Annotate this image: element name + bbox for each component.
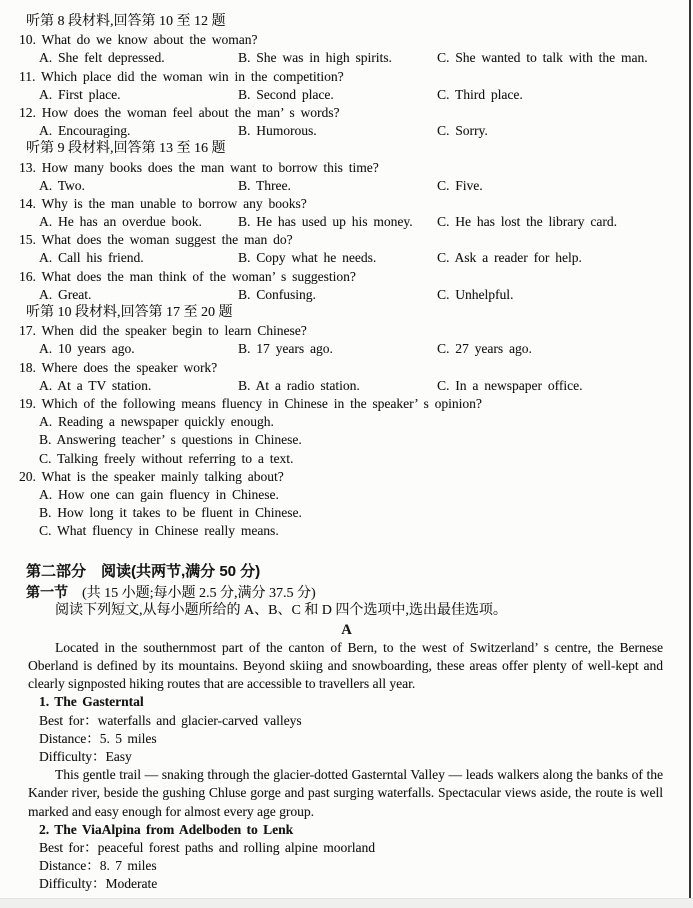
option-a: A. He has an overdue book. (39, 214, 202, 230)
option-a: A. She felt depressed. (39, 50, 165, 66)
option-b: B. He has used up his money. (238, 214, 413, 230)
option-b: B. Three. (238, 177, 291, 193)
question-16-options (0, 286, 693, 304)
option-c: C. Unhelpful. (437, 286, 514, 302)
reading-section-label: 第一节 (26, 584, 68, 601)
option-c: C. In a newspaper office. (437, 377, 583, 393)
trail-2-difficulty: Difficulty：Moderate (39, 876, 158, 892)
question-11-options (0, 86, 693, 104)
option-a: A. At a TV station. (39, 377, 152, 393)
option-b: B. Copy what he needs. (238, 250, 377, 266)
scan-edge-line (689, 0, 691, 908)
question-14: 14. Why is the man unable to borrow any books? (19, 195, 307, 211)
option-c: C. He has lost the library card. (437, 214, 617, 230)
option-a: A. Call his friend. (39, 250, 144, 266)
question-10: 10. What do we know about the woman? (19, 32, 258, 48)
question-16: 16. What does the man think of the woman’ s suggestion? (19, 268, 356, 284)
option-a: A. Great. (39, 286, 92, 302)
question-20: 20. What is the speaker mainly talking about? (19, 468, 284, 484)
option-c: C. Sorry. (437, 123, 488, 139)
trail-2-title: 2. The ViaAlpina from Adelboden to Lenk (39, 821, 294, 837)
question-17: 17. When did the speaker begin to learn Chinese? (19, 323, 307, 339)
question-20-option-c: C. What fluency in Chinese really means. (39, 523, 279, 539)
reading-section-info: (共 15 小题;每小题 2.5 分,满分 37.5 分) (68, 586, 316, 602)
option-a: A. Encouraging. (39, 123, 131, 139)
passage-intro-paragraph: Located in the southernmost part of the canton of Bern, to the west of Switzerland’ s centre, the Bernese Oberland is defined by its mountains. Beyond skiing and snowboarding, these areas offer plenty of well-kept and clearly signposted hiking routes that are accessible to travellers all year. (28, 639, 663, 692)
page-content (0, 13, 693, 894)
question-12-options (0, 122, 693, 140)
trail-1-best-for: Best for：waterfalls and glacier-carved valleys (39, 712, 302, 728)
option-b: B. 17 years ago. (238, 341, 333, 357)
option-b: B. Second place. (238, 86, 334, 102)
reading-section-line (0, 582, 693, 602)
option-c: C. She wanted to talk with the man. (437, 50, 648, 66)
trail-2-distance: Distance：8. 7 miles (39, 858, 157, 874)
question-13-options (0, 177, 693, 195)
trail-1-description: This gentle trail — snaking through the glacier-dotted Gasterntal Valley — leads walkers along the banks of the Kander river, beside the gushing Chluse gorge and past surging waterfalls. Spectacular views aside, the route is well marked and easy enough for almost every age group. (28, 767, 663, 819)
question-12: 12. How does the woman feel about the man’ s words? (19, 104, 340, 120)
reading-part-title: 第二部分 阅读(共两节,满分 50 分) (26, 563, 261, 581)
listening-material-10-header: 听第 10 段材料,回答第 17 至 20 题 (26, 305, 233, 320)
option-c: C. Ask a reader for help. (437, 250, 582, 266)
option-c: C. Third place. (437, 86, 523, 102)
scan-bottom-band (0, 898, 693, 908)
trail-2-best-for: Best for：peaceful forest paths and rolling alpine moorland (39, 839, 376, 855)
option-b: B. She was in high spirits. (238, 50, 392, 66)
trail-1-difficulty: Difficulty：Easy (39, 748, 132, 764)
option-a: A. 10 years ago. (39, 341, 135, 357)
question-19: 19. Which of the following means fluency in Chinese in the speaker’ s opinion? (19, 395, 482, 411)
passage-label: A (341, 621, 352, 638)
question-10-options (0, 49, 693, 67)
question-20-option-b: B. How long it takes to be fluent in Chinese. (39, 505, 302, 521)
option-a: A. Two. (39, 177, 85, 193)
question-18-options (0, 377, 693, 395)
question-20-option-a: A. How one can gain fluency in Chinese. (39, 486, 279, 502)
option-a: A. First place. (39, 86, 121, 102)
question-13: 13. How many books does the man want to borrow this time? (19, 159, 379, 175)
reading-instruction: 阅读下列短文,从每小题所给的 A、B、C 和 D 四个选项中,选出最佳选项。 (55, 603, 507, 619)
option-b: B. At a radio station. (238, 377, 360, 393)
trail-1-distance: Distance：5. 5 miles (39, 730, 157, 746)
option-b: B. Confusing. (238, 286, 316, 302)
question-17-options (0, 340, 693, 358)
question-14-options (0, 213, 693, 231)
trail-1-title: 1. The Gasterntal (39, 694, 144, 710)
option-c: C. Five. (437, 177, 483, 193)
question-19-option-c: C. Talking freely without referring to a text. (39, 450, 294, 466)
option-c: C. 27 years ago. (437, 341, 532, 357)
option-b: B. Humorous. (238, 123, 317, 139)
question-15-options (0, 249, 693, 267)
question-15: 15. What does the woman suggest the man do? (19, 232, 293, 248)
question-11: 11. Which place did the woman win in the competition? (19, 68, 344, 84)
question-19-option-b: B. Answering teacher’ s questions in Chinese. (39, 432, 302, 448)
question-18: 18. Where does the speaker work? (19, 359, 218, 375)
listening-material-8-header: 听第 8 段材料,回答第 10 至 12 题 (26, 14, 226, 29)
question-19-option-a: A. Reading a newspaper quickly enough. (39, 414, 274, 430)
section-spacer (0, 540, 693, 561)
listening-material-9-header: 听第 9 段材料,回答第 13 至 16 题 (26, 141, 226, 157)
